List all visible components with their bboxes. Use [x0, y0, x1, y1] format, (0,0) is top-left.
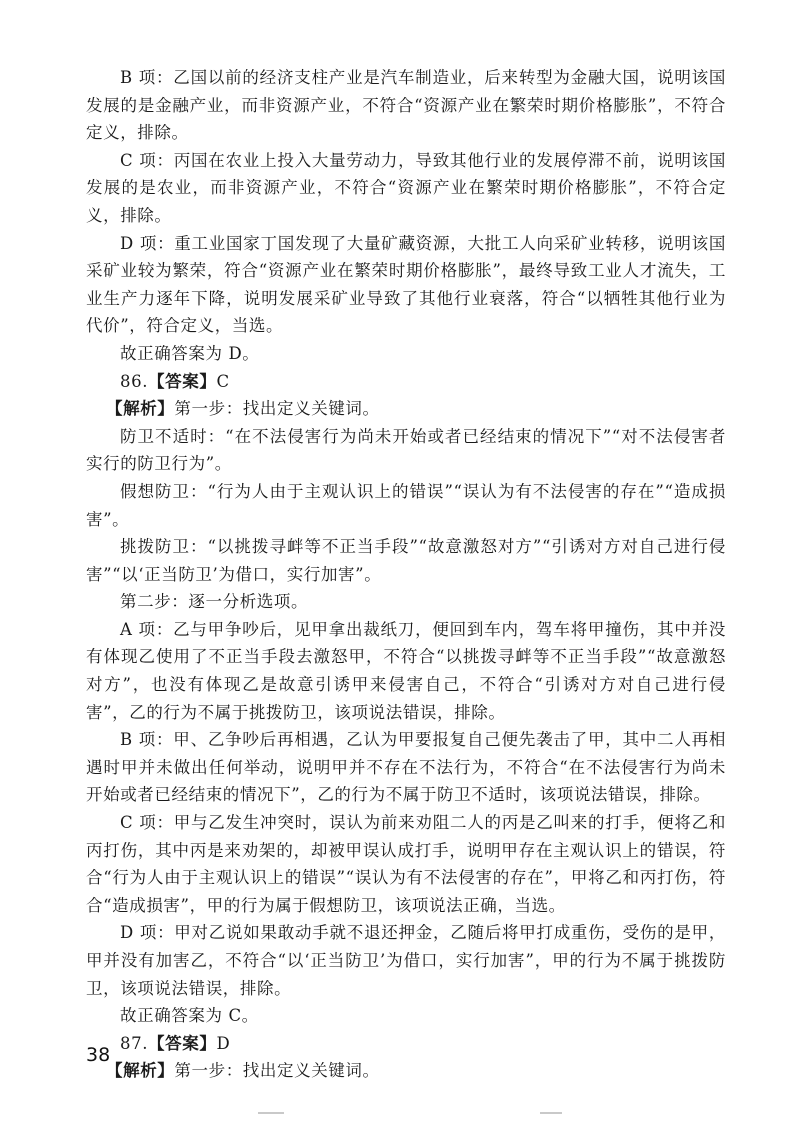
question-number: 87.: [120, 1033, 149, 1053]
paragraph-definition-imaginary-defense: 假想防卫：“行为人由于主观认识上的错误”“误认为有不法侵害的存在”“造成损害”。: [86, 481, 726, 529]
answer-tag: 【答案】: [148, 1033, 217, 1053]
question-87-answer: [86, 1030, 726, 1058]
paragraph-option-d-country: D 项：重工业国家丁国发现了大量矿藏资源，大批工人向采矿业转移，说明该国采矿业较为繁荣，符合“资源产业在繁荣时期价格膨胀”，最终导致工业人才流失，工业生产力逐年下降，说明发展采矿业导致了其他行业衰落，符合“以牺牲其他行业为代价”，符合定义，当选。: [86, 233, 726, 336]
answer-value: D: [216, 1033, 231, 1053]
question-87-analysis: [86, 1057, 726, 1085]
paragraph-option-d: D 项：甲对乙说如果敢动手就不退还押金，乙随后将甲打成重伤，受伤的是甲，甲并没有加害乙，不符合“以‘正当防卫’为借口，实行加害”，甲的行为不属于挑拨防卫，该项说法错误，排除。: [86, 923, 726, 998]
paragraph-step-two: 第二步：逐一分析选项。: [120, 592, 309, 612]
paragraph-option-c-country: C 项：丙国在农业上投入大量劳动力，导致其他行业的发展停滞不前，说明该国发展的是农业，而非资源产业，不符合“资源产业在繁荣时期价格膨胀”，不符合定义，排除。: [86, 150, 726, 225]
paragraph-option-c: C 项：甲与乙发生冲突时，误认为前来劝阻二人的丙是乙叫来的打手，便将乙和丙打伤，其中丙是来劝架的，却被甲误认成打手，说明甲存在主观认识上的错误，符合“行为人由于主观认识上的错误”“误认为有不法侵害的存在”，甲将乙和丙打伤，符合“造成损害”，甲的行为属于假想防卫，该项说法正确，当选。: [86, 813, 726, 915]
paragraph-definition-provoked-defense: 挑拨防卫：“以挑拨寻衅等不正当手段”“故意激怒对方”“引诱对方对自己进行侵害”“以‘正当防卫’为借口，实行加害”。: [86, 537, 726, 584]
answer-value: C: [216, 371, 230, 391]
analysis-step-one: 第一步：找出定义关键词。: [174, 399, 380, 419]
scan-artifact: [258, 1112, 284, 1114]
paragraph-option-b: B 项：甲、乙争吵后再相遇，乙认为甲要报复自己便先袭击了甲，其中二人再相遇时甲并未做出任何举动，说明甲并不存在不法行为，不符合“在不法侵害行为尚未开始或者已经结束的情况下”，乙的行为不属于防卫不适时，该项说法错误，排除。: [86, 730, 726, 805]
page-content: [86, 64, 726, 1085]
question-number: 86.: [120, 371, 149, 391]
analysis-tag: 【解析】: [106, 399, 175, 419]
scan-artifact: [540, 1112, 562, 1114]
question-86-answer: [86, 368, 726, 396]
answer-tag: 【答案】: [148, 371, 217, 391]
paragraph-option-a: A 项：乙与甲争吵后，见甲拿出裁纸刀，便回到车内，驾车将甲撞伤，其中并没有体现乙使用了不正当手段去激怒甲，不符合“以挑拨寻衅等不正当手段”“故意激怒对方”，也没有体现乙是故意引诱甲来侵害自己，不符合“引诱对方对自己进行侵害”，乙的行为不属于挑拨防卫，该项说法错误，排除。: [86, 619, 726, 722]
paragraph-option-b-country: B 项：乙国以前的经济支柱产业是汽车制造业，后来转型为金融大国，说明该国发展的是金融产业，而非资源产业，不符合“资源产业在繁荣时期价格膨胀”，不符合定义，排除。: [86, 68, 726, 143]
analysis-step-one: 第一步：找出定义关键词。: [174, 1061, 380, 1081]
paragraph-definition-untimely-defense: 防卫不适时：“在不法侵害行为尚未开始或者已经结束的情况下”“对不法侵害者实行的防卫行为”。: [86, 426, 726, 474]
analysis-tag: 【解析】: [106, 1061, 175, 1081]
paragraph-correct-answer-85: 故正确答案为 D。: [120, 343, 260, 363]
page-number: 38: [86, 1044, 111, 1066]
paragraph-correct-answer-86: 故正确答案为 C。: [120, 1006, 259, 1026]
question-86-analysis: [86, 395, 726, 423]
